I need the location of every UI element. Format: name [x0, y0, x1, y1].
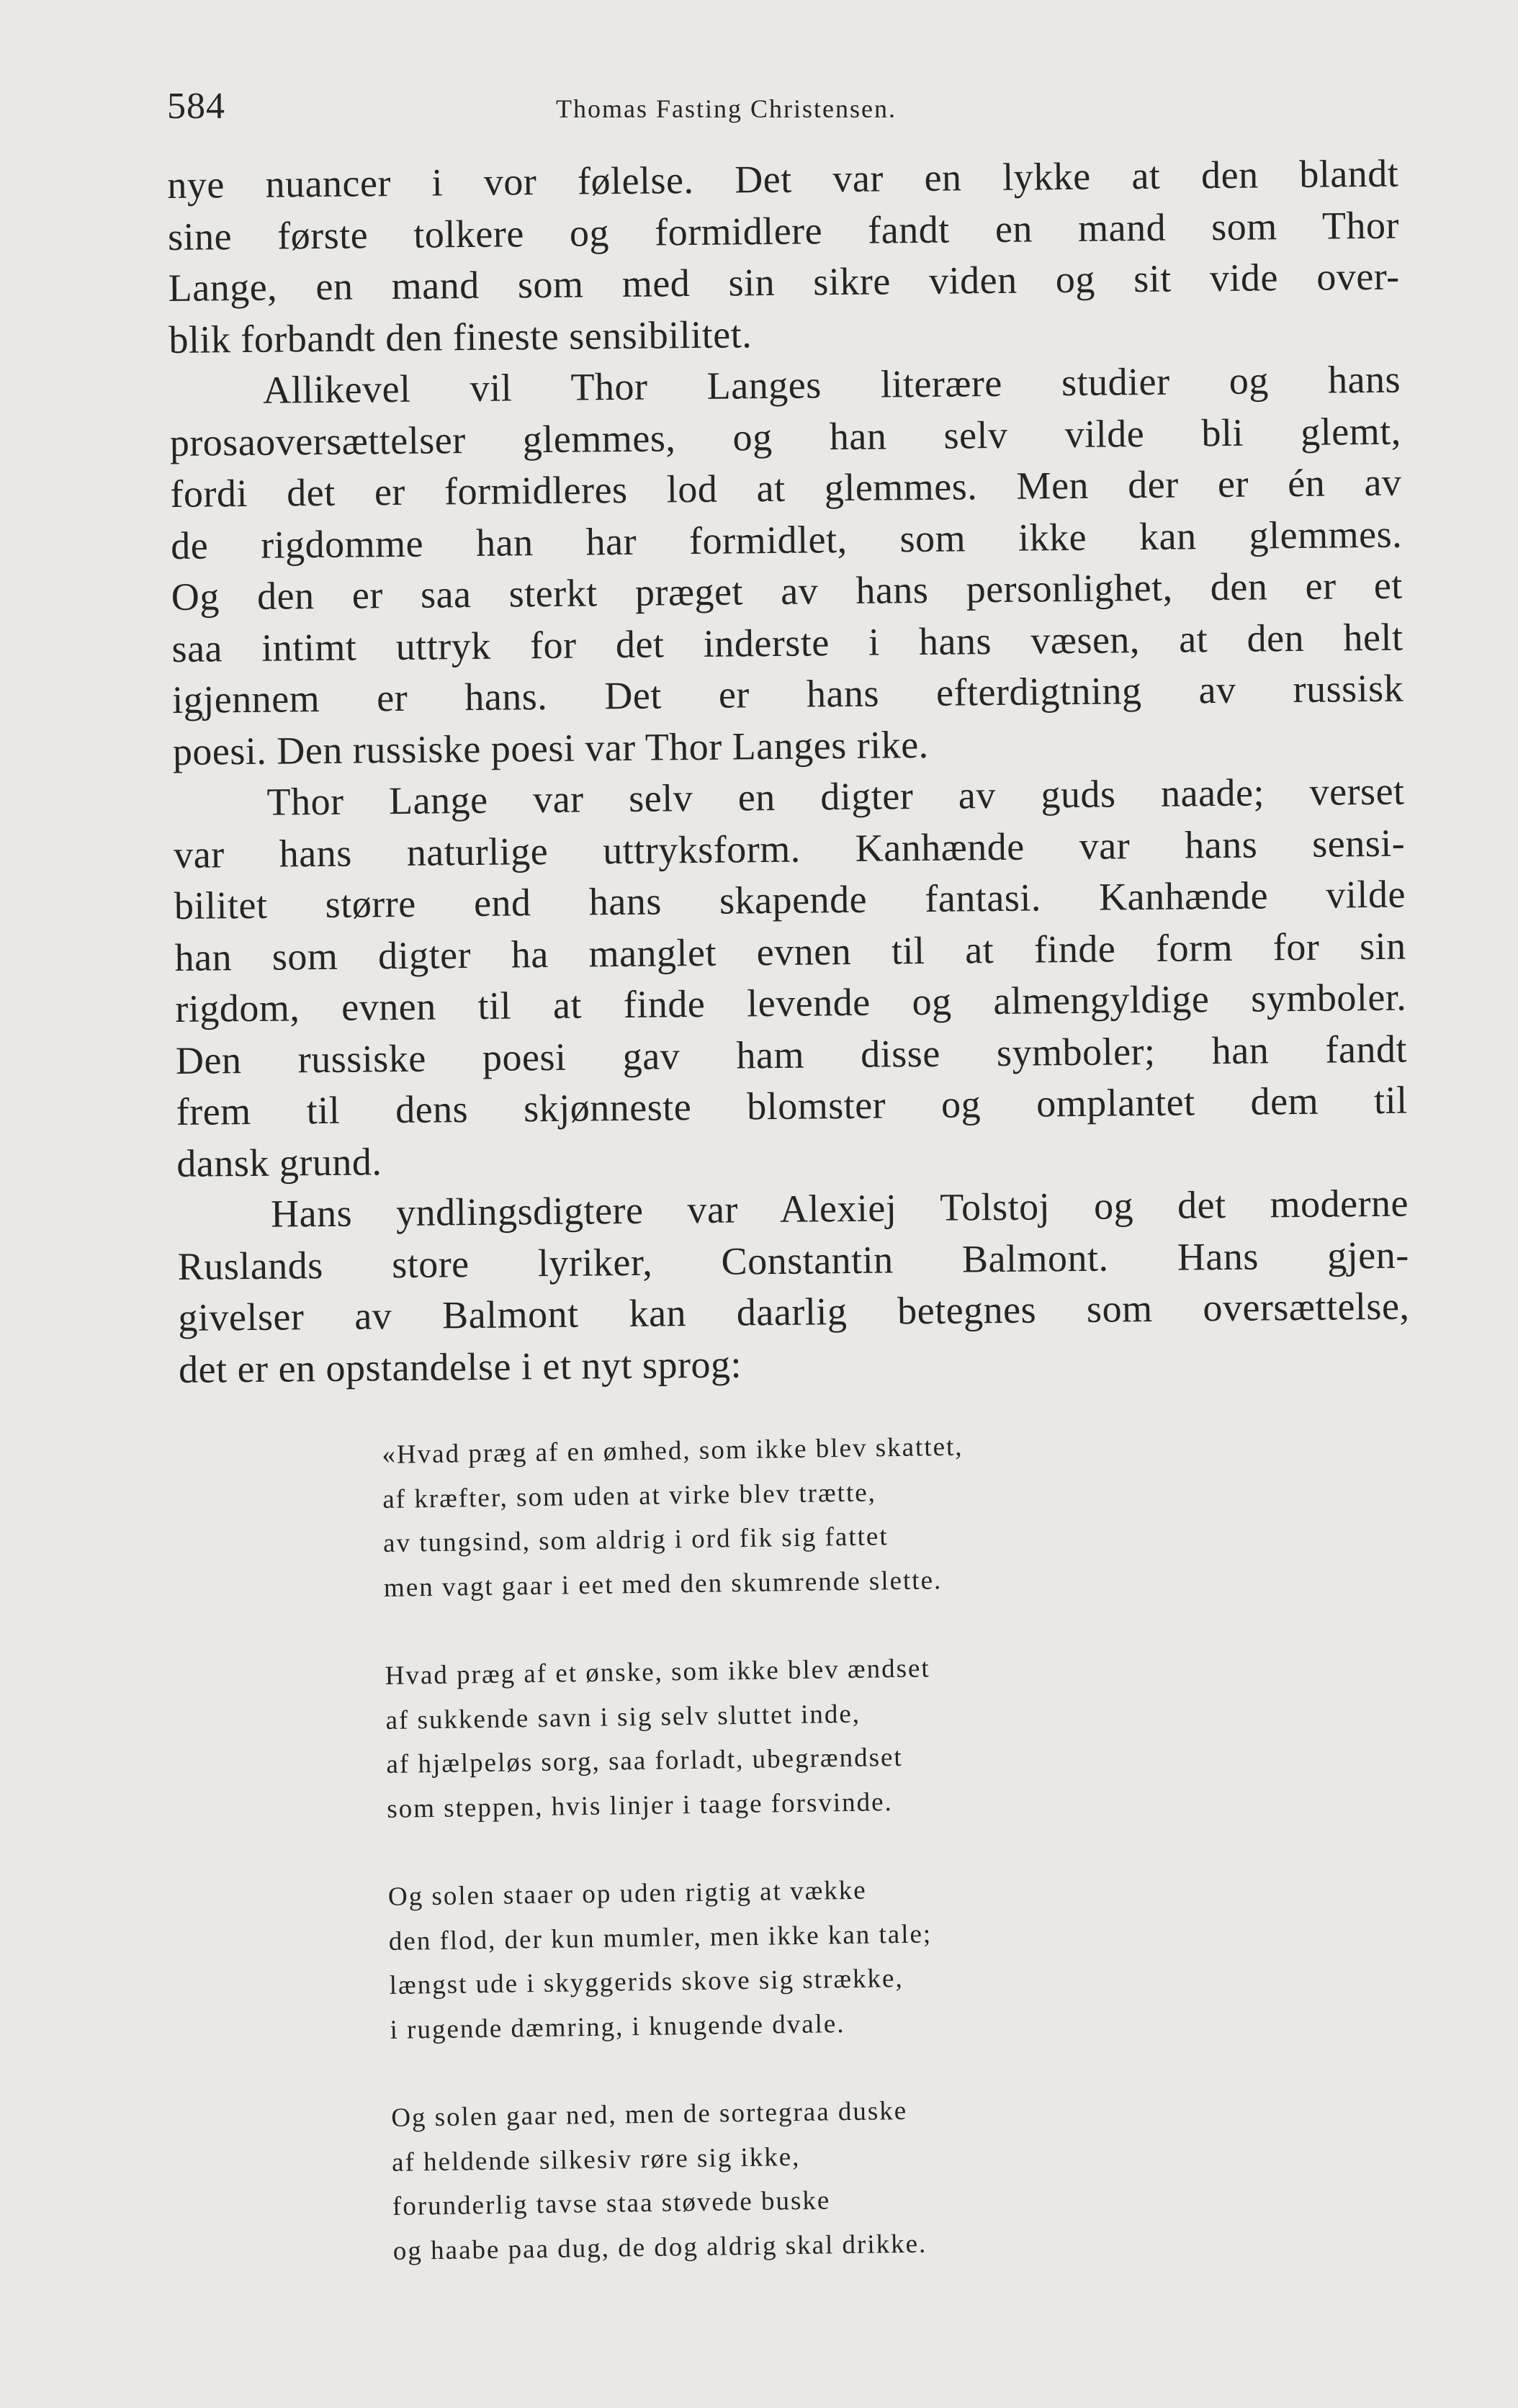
poem-stanza — [382, 1421, 1205, 1610]
text-line: Og den er saa sterkt præget av hans personlighet, den er et — [171, 563, 1404, 619]
running-header — [167, 85, 1398, 135]
text-line: saa intimt uttryk for det inderste i hans væsen, at den helt — [171, 615, 1404, 670]
running-title: Thomas Fasting Christensen. — [556, 94, 897, 123]
text-line: Den russiske poesi gav ham disse symboler; han fandt — [175, 1027, 1408, 1082]
verse-line: Og solen staaer op uden rigtig at vække — [387, 1875, 867, 1912]
text-line: Hans yndlingsdigtere var Alexiej Tolstoj og det moderne — [270, 1181, 1409, 1236]
text-line: de rigdomme han har formidlet, som ikke kan glemmes. — [170, 512, 1403, 567]
text-line: dansk grund. — [176, 1139, 382, 1185]
text-line: frem til dens skjønneste blomster og omplantet dem til — [176, 1078, 1408, 1133]
text-line: Allikevel vil Thor Langes literære studier og hans — [262, 357, 1401, 412]
text-line: sine første tolkere og formidlere fandt en mand som Thor — [167, 203, 1400, 259]
verse-line: som steppen, hvis linjer i taage forsvinde. — [387, 1787, 894, 1824]
text-line: fordi det er formidleres lod at glemmes. Men der er én av — [170, 460, 1402, 516]
verse-line: af heldende silkesiv røre sig ikke, — [391, 2142, 801, 2178]
poem-stanza — [388, 1864, 1211, 2052]
text-line: Ruslands store lyriker, Constantin Balmont. Hans gjen- — [177, 1233, 1409, 1288]
text-line: det er en opstandelse i et nyt sprog: — [178, 1342, 742, 1391]
verse-line: «Hvad præg af en ømhed, som ikke blev skattet, — [382, 1432, 964, 1470]
text-line: bilitet større end hans skapende fantasi. Kanhænde vilde — [174, 872, 1406, 927]
text-line: nye nuancer i vor følelse. Det var en lykke at den blandt — [167, 151, 1399, 207]
poem-stanza — [385, 1643, 1208, 1831]
text-line: var hans naturlige uttryksform. Kanhænde var hans sensi- — [173, 821, 1406, 876]
verse-line: den flod, der kun mumler, men ikke kan tale; — [388, 1918, 933, 1956]
text-line: igjennem er hans. Det er hans efterdigtning av russisk — [171, 666, 1404, 722]
text-line: Lange, en mand som med sin sikre viden og sit vide over- — [168, 254, 1400, 310]
verse-line: af kræfter, som uden at virke blev trætte, — [382, 1477, 877, 1514]
text-line: han som digter ha manglet evnen til at finde form for sin — [174, 924, 1406, 979]
text-line: rigdom, evnen til at finde levende og almengyldige symboler. — [175, 975, 1407, 1030]
text-line: givelser av Balmont kan daarlig betegnes som oversættelse, — [178, 1284, 1410, 1339]
verse-line: længst ude i skyggerids skove sig strække, — [389, 1963, 904, 2000]
poem-quotation — [382, 1421, 1214, 2273]
verse-line: og haabe paa dug, de dog aldrig skal drikke. — [392, 2229, 928, 2266]
text-line: poesi. Den russiske poesi var Thor Langes rike. — [172, 722, 929, 773]
verse-line: af hjælpeløs sorg, saa forladt, ubegrændset — [386, 1742, 903, 1779]
verse-line: af sukkende savn i sig selv sluttet inde, — [385, 1699, 861, 1735]
page-number: 584 — [167, 86, 225, 127]
verse-line: men vagt gaar i eet med den skumrende slette. — [383, 1565, 943, 1603]
text-line: blik forbandt den fineste sensibilitet. — [169, 312, 753, 361]
body-text — [167, 148, 1410, 1396]
text-line: Thor Lange var selv en digter av guds naade; verset — [266, 769, 1405, 824]
poem-stanza — [391, 2085, 1214, 2273]
text-line: prosaoversættelser glemmes, og han selv vilde bli glemt, — [169, 409, 1401, 464]
verse-line: Og solen gaar ned, men de sortegraa duske — [390, 2095, 908, 2133]
verse-line: forunderlig tavse staa støvede buske — [392, 2185, 831, 2221]
verse-line: Hvad præg af et ønske, som ikke blev ændset — [385, 1653, 930, 1691]
verse-line: i rugende dæmring, i knugende dvale. — [390, 2008, 845, 2045]
verse-line: av tungsind, som aldrig i ord fik sig fattet — [382, 1522, 889, 1558]
